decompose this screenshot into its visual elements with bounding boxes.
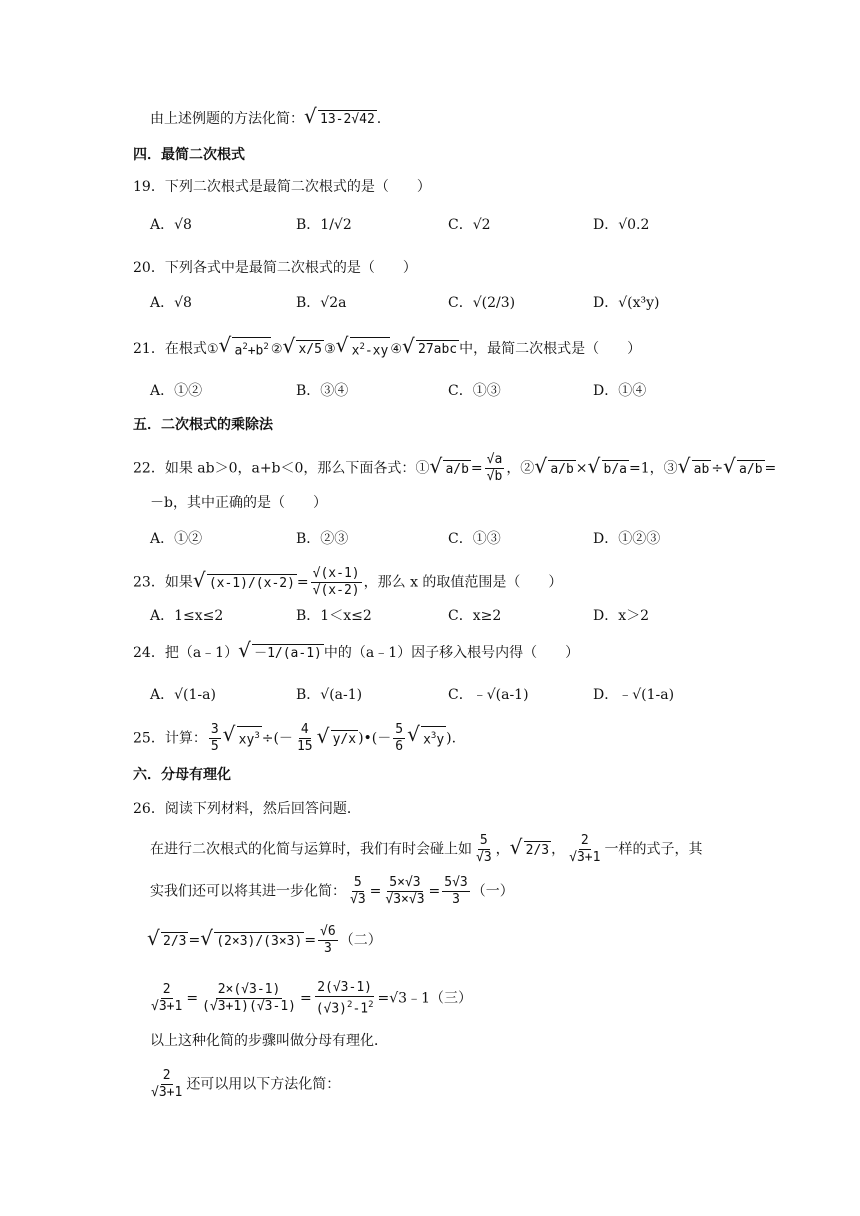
intro-text: 由上述例题的方法化简： xyxy=(150,111,304,127)
q19-option-b: B．1/√2 xyxy=(296,217,352,233)
q24-option-b: B．√(a-1) xyxy=(296,687,363,703)
q26-conclusion: 以上这种化简的步骤叫做分母有理化． xyxy=(150,1033,388,1049)
intro-line: 由上述例题的方法化简：√ 13-2√42 . xyxy=(150,108,381,130)
q26-equation-3: $\frac{2}{√3+1}$ = $\frac{2\times(√3-1)}{(√3+1)(√3-1)}$ = $\frac{2(√3-1)}{(√3)^2-1^2}$ =√3﹣1（三） xyxy=(151,980,472,1017)
question-21-stem: 21．在根式①√ $a^2+b^2$ ②√ x/5 ③√ $x^2-xy$ ④√ 27abc 中，最简二次根式是（ ） xyxy=(133,337,641,361)
q21-option-b: B．③④ xyxy=(296,383,349,399)
intro-radical: √ 13-2√42 xyxy=(304,108,377,130)
q19-option-d: D．√0.2 xyxy=(593,217,650,233)
q22-option-c: C．①③ xyxy=(448,531,501,547)
q21-option-d: D．①④ xyxy=(593,383,647,399)
q22-option-a: A．①② xyxy=(150,531,203,547)
q26-paragraph-2: 实我们还可以将其进一步化简： $\frac{5}{√3}$ = $\frac{5\times√3}{√3\times√3}$ = $\frac{5√3}{3}$ （一） xyxy=(150,875,514,907)
q21-option-a: A．①② xyxy=(150,383,203,399)
q26-last-line: $\frac{2}{√3+1}$ 还可以用以下方法化简： xyxy=(151,1068,341,1100)
q24-option-c: C．﹣√(a-1) xyxy=(448,687,529,703)
q26-equation-2: √ 2/3 =√ (2×3)/(3×3) = $\frac{√6}{3}$ （二） xyxy=(147,924,382,957)
question-24-stem: 24．把（a﹣1）√ －1/(a-1) 中的（a﹣1）因子移入根号内得（ ） xyxy=(133,642,579,664)
question-25-stem: 25．计算： $\frac{3}{5}$ √ $xy^3$ ÷(－ $\frac{4}{15}$ √ y/x )•(－ $\frac{5}{6}$ √ $x^3y$ ). xyxy=(133,722,456,755)
q20-option-a: A．√8 xyxy=(150,295,192,311)
question-23-stem: 23．如果√ (x-1)/(x-2) = $\frac{√(x-1)}{√(x-2)}$ ，那么 x 的取值范围是（ ） xyxy=(133,566,562,599)
section-heading-4: 四．最简二次根式 xyxy=(133,147,245,163)
q24-option-a: A．√(1-a) xyxy=(150,687,216,703)
question-19-stem: 19．下列二次根式是最简二次根式的是（ ） xyxy=(133,179,431,195)
question-26-stem: 26．阅读下列材料，然后回答问题． xyxy=(133,801,361,817)
q22-option-d: D．①②③ xyxy=(593,531,661,547)
q23-option-d: D．x＞2 xyxy=(593,608,650,624)
question-22-line2: －b，其中正确的是（ ） xyxy=(150,495,327,511)
q19-option-c: C．√2 xyxy=(448,217,491,233)
q19-option-a: A．√8 xyxy=(150,217,192,233)
q26-paragraph-1: 在进行二次根式的化简与运算时，我们有时会碰上如 $\frac{5}{√3}$ ，√ 2/3 ， $\frac{2}{√3+1}$ 一样的式子，其 xyxy=(150,833,702,866)
q23-option-c: C．x≥2 xyxy=(448,608,502,624)
q20-option-b: B．√2a xyxy=(296,295,347,311)
q20-option-d: D．√(x³y) xyxy=(593,295,660,311)
q21-option-c: C．①③ xyxy=(448,383,501,399)
q22-option-b: B．②③ xyxy=(296,531,349,547)
question-20-stem: 20．下列各式中是最简二次根式的是（ ） xyxy=(133,260,417,276)
q23-option-a: A．1≤x≤2 xyxy=(150,608,224,624)
section-heading-5: 五．二次根式的乘除法 xyxy=(133,417,273,433)
section-heading-6: 六．分母有理化 xyxy=(133,767,231,783)
q24-option-d: D．﹣√(1-a) xyxy=(593,687,675,703)
question-22-stem: 22．如果 ab＞0，a+b＜0，那么下面各式：①√ a/b = $\frac{√a}{√b}$ ，②√ a/b ×√ b/a =1，③√ ab ÷√ a/b = xyxy=(133,452,776,485)
q23-option-b: B．1＜x≤2 xyxy=(296,608,372,624)
q20-option-c: C．√(2/3) xyxy=(448,295,516,311)
